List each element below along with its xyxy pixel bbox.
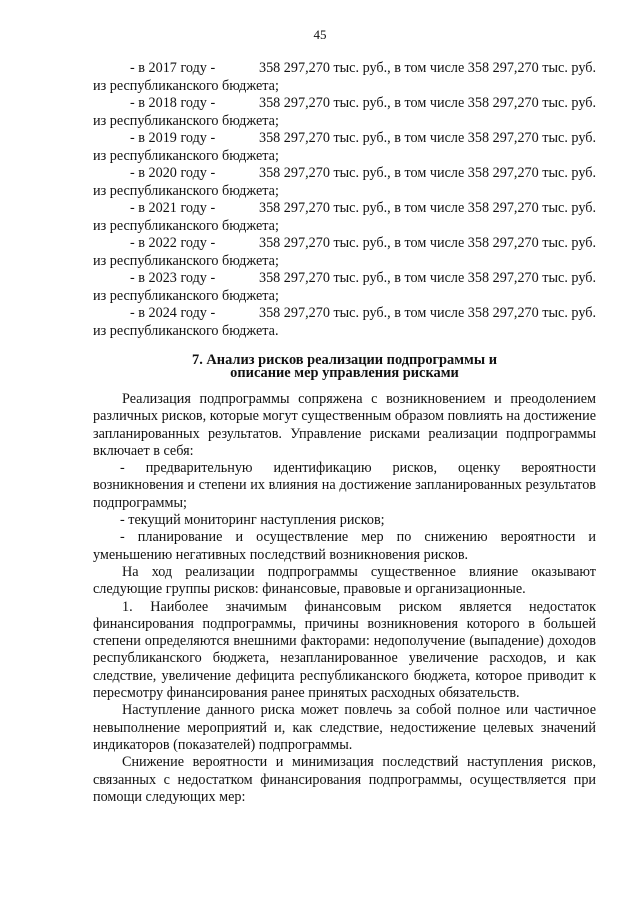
budget-source: из республиканского бюджета; xyxy=(93,147,279,164)
budget-amounts: 358 297,270 тыс. руб., в том числе 358 297,270 тыс. руб. xyxy=(258,305,596,321)
budget-item-2019 xyxy=(93,130,596,148)
paragraph: На ход реализации подпрограммы существенное влияние оказывают следующие группы рисков: финансовые, правовые и организационные. xyxy=(93,563,596,598)
budget-item-2021 xyxy=(93,200,596,218)
budget-source: из республиканского бюджета; xyxy=(93,182,279,199)
budget-item-2023 xyxy=(93,270,596,288)
section-title-line-2: описание мер управления рисками xyxy=(230,365,459,381)
page-number: 45 xyxy=(313,27,327,42)
bullet-paragraph: - планирование и осуществление мер по снижению вероятности и уменьшению негативных последствий возникновения рисков. xyxy=(93,529,596,563)
budget-source: из республиканского бюджета; xyxy=(93,287,279,304)
budget-list xyxy=(93,60,596,340)
budget-amounts: 358 297,270 тыс. руб., в том числе 358 297,270 тыс. руб. xyxy=(258,200,596,216)
budget-item-2020 xyxy=(93,165,596,183)
budget-amounts: 358 297,270 тыс. руб., в том числе 358 297,270 тыс. руб. xyxy=(258,60,596,76)
bullet-paragraph: - текущий мониторинг наступления рисков; xyxy=(120,512,385,529)
budget-item-2024 xyxy=(93,305,596,323)
budget-source: из республиканского бюджета; xyxy=(93,252,279,269)
budget-year: - в 2017 году - xyxy=(130,60,216,76)
section-title xyxy=(93,354,596,380)
paragraph: Реализация подпрограммы сопряжена с возникновением и преодолением различных рисков, которые могут существенным образом повлиять на достижение запланированных результатов. Управление рисками реализации подпрограммы включает в себя: xyxy=(93,391,596,459)
budget-item-2018 xyxy=(93,95,596,113)
budget-year: - в 2019 году - xyxy=(130,130,216,146)
paragraph: Наступление данного риска может повлечь за собой полное или частичное невыполнение мероприятий и, как следствие, недостижение целевых значений индикаторов (показателей) подпрограммы. xyxy=(93,702,596,753)
risk-analysis-section xyxy=(93,354,596,806)
budget-amounts: 358 297,270 тыс. руб., в том числе 358 297,270 тыс. руб. xyxy=(258,95,596,111)
budget-amounts: 358 297,270 тыс. руб., в том числе 358 297,270 тыс. руб. xyxy=(258,165,596,181)
budget-source: из республиканского бюджета; xyxy=(93,217,279,234)
budget-amounts: 358 297,270 тыс. руб., в том числе 358 297,270 тыс. руб. xyxy=(258,270,596,286)
budget-item-2022 xyxy=(93,235,596,253)
budget-year: - в 2020 году - xyxy=(130,165,216,181)
section-title-line-1: 7. Анализ рисков реализации подпрограммы и xyxy=(192,352,497,368)
paragraph: 1. Наиболее значимым финансовым риском является недостаток финансирования подпрограммы, причины возникновения которого в большей степени определяются внешними факторами: недополучение (выпадение) доходов республиканского бюджета, незапланированное увеличение расходов, и как следствие, увеличение дефицита республиканского бюджета, которое приводит к пересмотру финансирования ранее принятых расходных обязательств. xyxy=(93,598,596,702)
budget-source: из республиканского бюджета. xyxy=(93,322,279,339)
budget-year: - в 2018 году - xyxy=(130,95,216,111)
budget-year: - в 2024 году - xyxy=(130,305,216,321)
paragraph: Снижение вероятности и минимизация последствий наступления рисков, связанных с недостатком финансирования подпрограммы, осуществляется при помощи следующих мер: xyxy=(93,754,596,805)
budget-amounts: 358 297,270 тыс. руб., в том числе 358 297,270 тыс. руб. xyxy=(258,130,596,146)
budget-source: из республиканского бюджета; xyxy=(93,112,279,129)
bullet-paragraph: - предварительную идентификацию рисков, оценку вероятности возникновения и степени их влияния на достижение запланированных результатов подпрограммы; xyxy=(93,460,596,511)
budget-item-2017 xyxy=(93,60,596,78)
budget-amounts: 358 297,270 тыс. руб., в том числе 358 297,270 тыс. руб. xyxy=(258,235,596,251)
budget-year: - в 2022 году - xyxy=(130,235,216,251)
budget-year: - в 2021 году - xyxy=(130,200,216,216)
budget-year: - в 2023 году - xyxy=(130,270,216,286)
budget-source: из республиканского бюджета; xyxy=(93,77,279,94)
